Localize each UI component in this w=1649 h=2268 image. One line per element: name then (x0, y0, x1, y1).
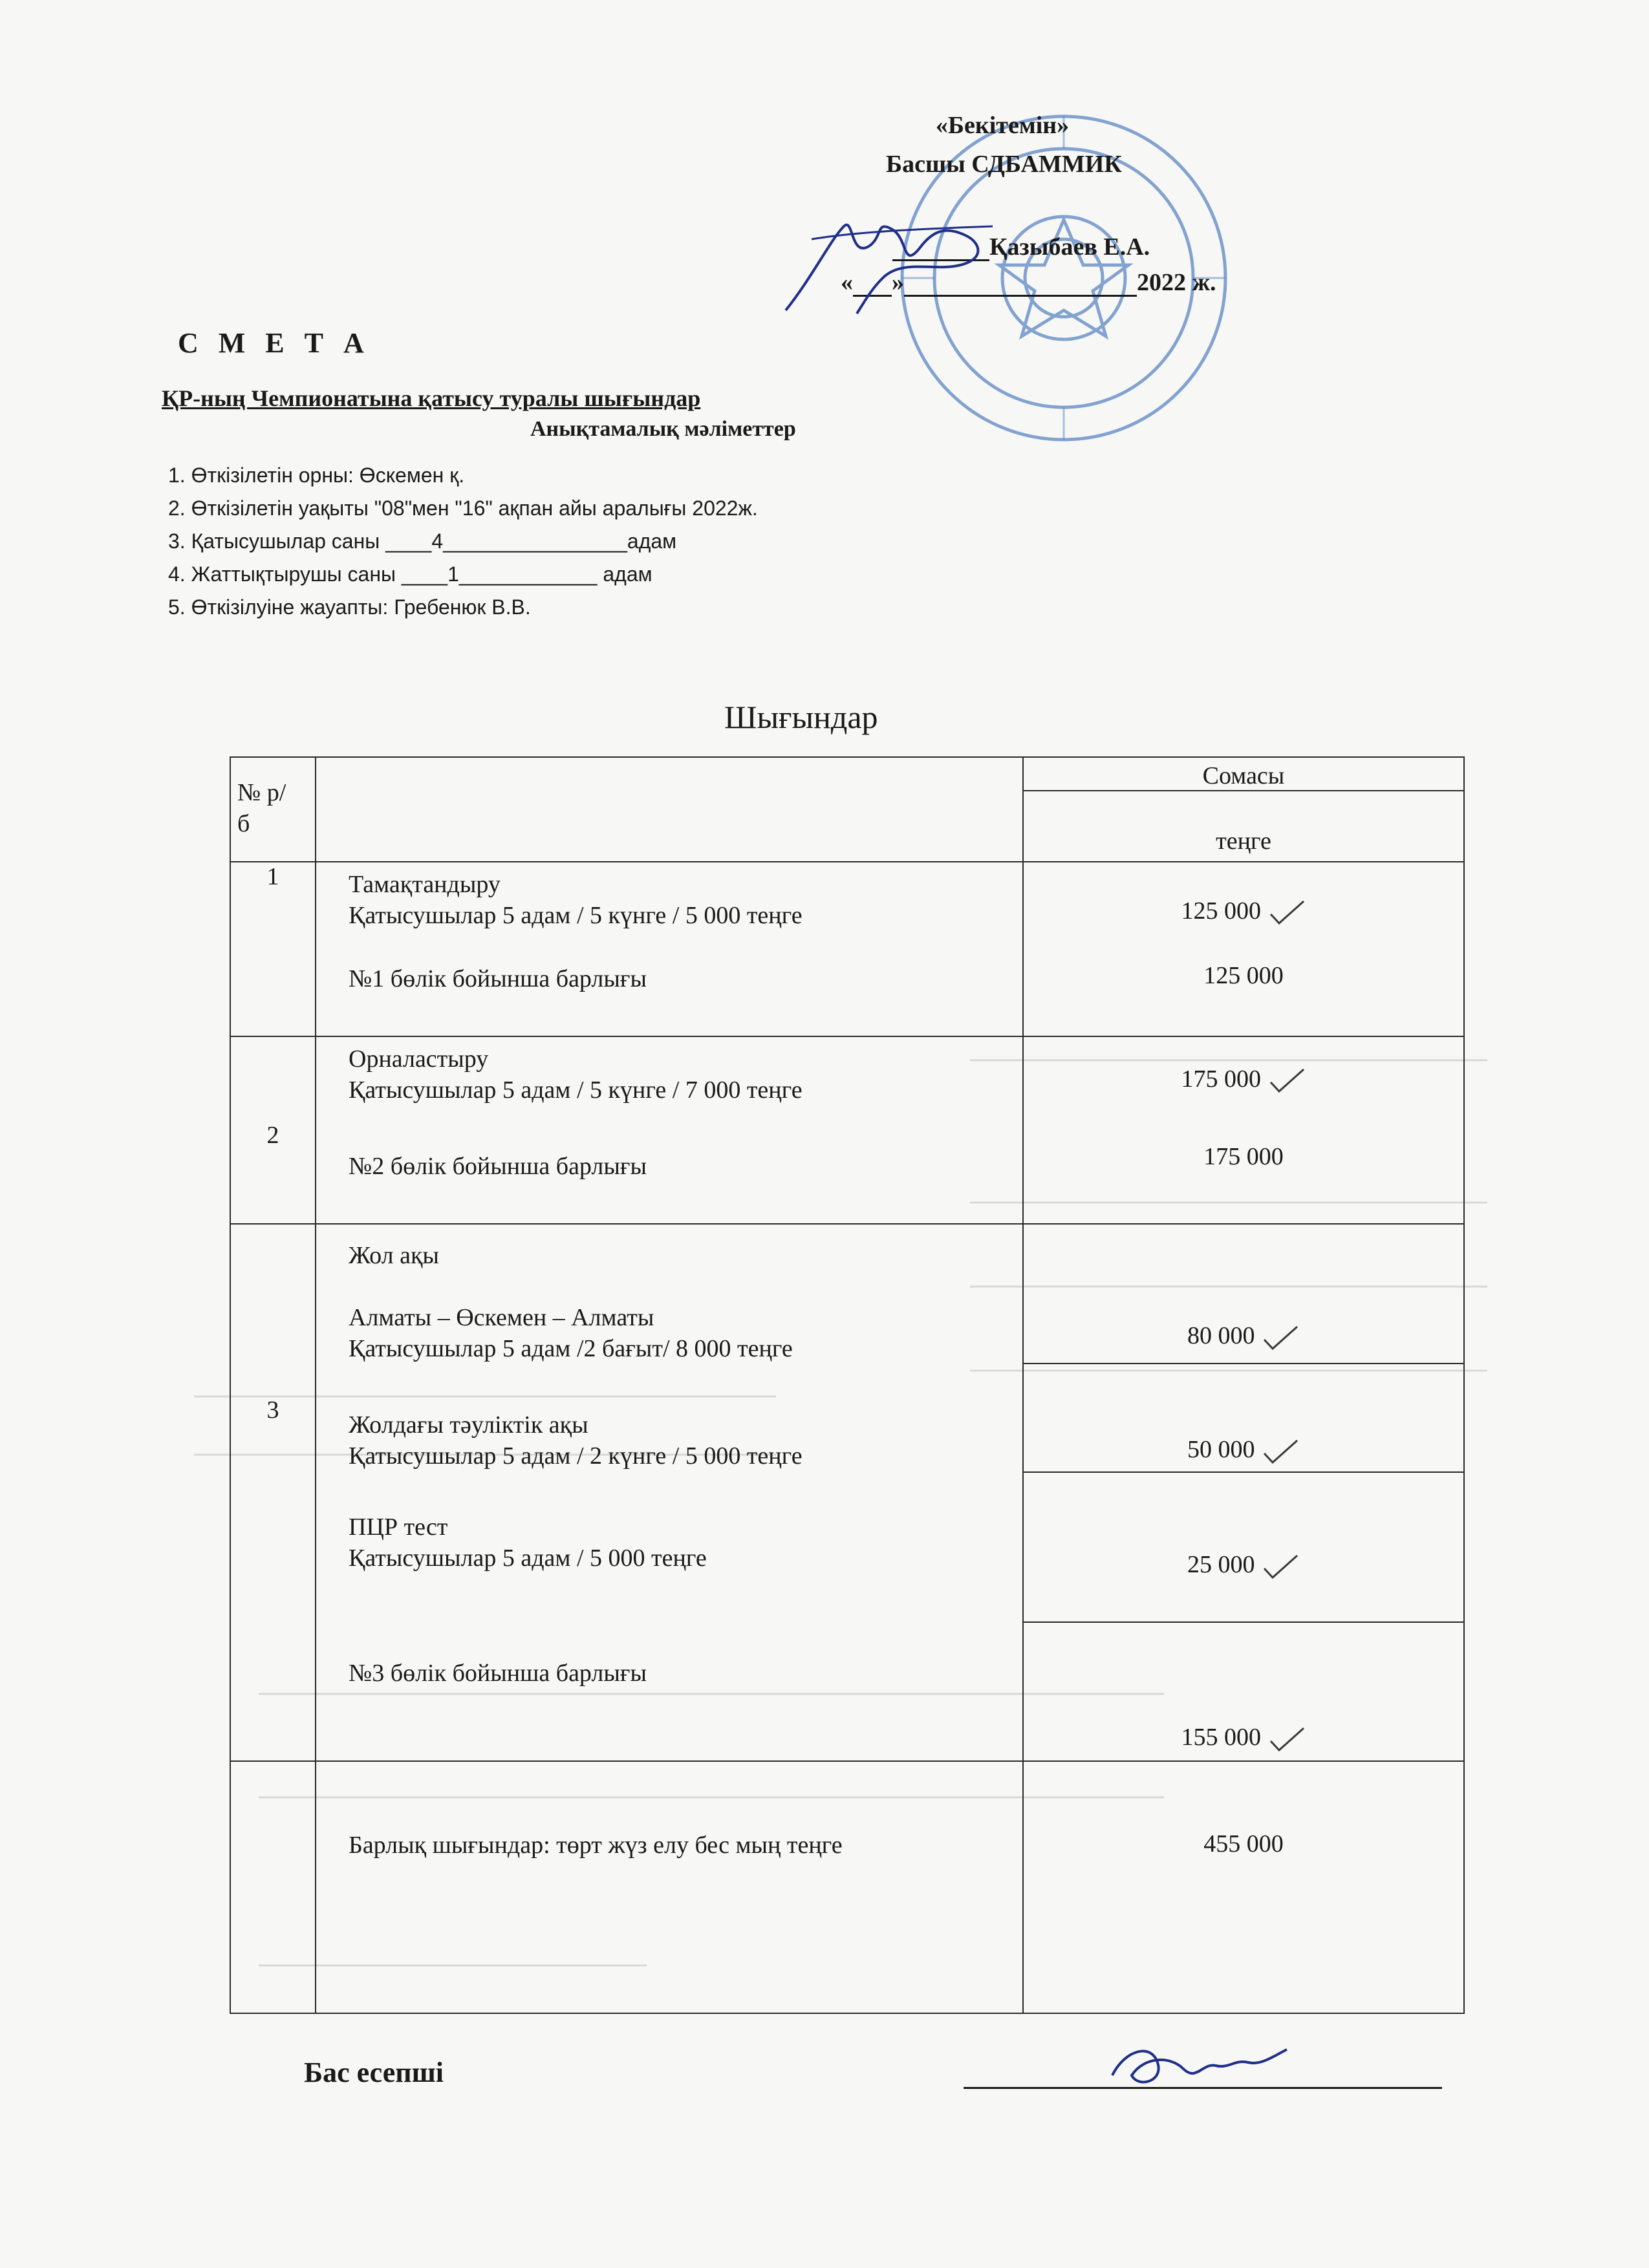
accountant-signature (1099, 2030, 1293, 2101)
table-header-number: № р/б (230, 757, 316, 862)
document-title: С М Е Т А (178, 327, 371, 359)
table-header-description (316, 757, 1023, 862)
costs-heading: Шығындар (724, 699, 878, 735)
row-amounts (1023, 1224, 1464, 1760)
table-row (230, 1036, 1464, 1224)
row-amounts (1023, 1761, 1464, 2013)
row-description: Орналастыру Қатысушылар 5 адам / 5 күнге / 7 000 теңге №2 бөлік бойынша барлығы (316, 1036, 1023, 1224)
table-row (230, 862, 1464, 1036)
amount: 80 000 (1187, 1322, 1255, 1350)
info-item: 5. Өткізілуіне жауапты: Гребенюк В.В. (168, 595, 531, 619)
reference-info-list (168, 459, 758, 624)
table-row (230, 1224, 1464, 1760)
row-number: 3 (230, 1224, 316, 1760)
reference-header: Анықтамалық мәліметтер (530, 417, 796, 441)
approval-title: «Бекітемін» (935, 112, 1070, 139)
row-description: Жол ақы Алматы – Өскемен – Алматы Қатысушылар 5 адам /2 бағыт/ 8 000 теңге Жолдағы тәуліктік ақы Қатысушылар 5 адам / 2 күнге / 5 000 теңге ПЦР тест Қатысушылар 5 адам / 5 000 теңге №3 бөлік бойынша барлығы (316, 1224, 1023, 1760)
amount: 175 000 (1181, 1065, 1261, 1093)
info-item: 1. Өткізілетін орны: Өскемен қ. (168, 464, 465, 487)
amount: 125 000 (1181, 897, 1261, 925)
amount: 25 000 (1187, 1551, 1255, 1579)
amount: 50 000 (1187, 1436, 1255, 1464)
table-header-sum: Сомасы (1023, 757, 1464, 791)
subtotal-amount: 155 000 (1181, 1724, 1261, 1751)
approver-signature (773, 200, 1006, 323)
row-number: 1 (230, 862, 316, 1036)
approval-year: 2022 ж. (1137, 269, 1216, 296)
approval-date: « » 2022 ж. (841, 269, 1216, 296)
subtotal-label: №2 бөлік бойынша барлығы (349, 1153, 647, 1181)
table-row-total (230, 1761, 1464, 2013)
document-subtitle: ҚР-ның Чемпионатына қатысу туралы шығындар (162, 385, 701, 411)
info-item: 4. Жаттықтырушы саны ____1____________ адам (168, 562, 652, 586)
info-item: 2. Өткізілетін уақыты "08"мен "16" ақпан айы аралығы 2022ж. (168, 497, 758, 520)
row-description (316, 1761, 1023, 2013)
checkmark-icon (1267, 1068, 1306, 1094)
info-item: 3. Қатысушылар саны ____4________________адам (168, 530, 677, 553)
checkmark-icon (1261, 1554, 1300, 1580)
approval-position: Басшы СДБАММИК (886, 151, 1122, 178)
approver-name: Қазыбаев Е.А. (989, 233, 1150, 261)
checkmark-icon (1267, 900, 1306, 926)
expense-table (230, 756, 1465, 2014)
checkmark-icon (1267, 1727, 1306, 1753)
row-amounts (1023, 1036, 1464, 1224)
row-number (230, 1761, 316, 2013)
subtotal-label: №1 бөлік бойынша барлығы (349, 965, 647, 993)
table-header-currency: теңге (1023, 791, 1464, 862)
subtotal-amount: 175 000 (1203, 1143, 1284, 1171)
chief-accountant-label: Бас есепші (304, 2057, 444, 2088)
row-description: Тамақтандыру Қатысушылар 5 адам / 5 күнге / 5 000 теңге №1 бөлік бойынша барлығы (316, 862, 1023, 1036)
subtotal-amount: 125 000 (1203, 962, 1284, 990)
grand-total-label: Барлық шығындар: төрт жүз елу бес мың теңге (349, 1831, 843, 1859)
checkmark-icon (1261, 1325, 1300, 1351)
row-amounts (1023, 862, 1464, 1036)
checkmark-icon (1261, 1439, 1300, 1465)
subtotal-label: №3 бөлік бойынша барлығы (349, 1660, 647, 1687)
row-number: 2 (230, 1036, 316, 1224)
grand-total-amount: 455 000 (1203, 1830, 1284, 1857)
